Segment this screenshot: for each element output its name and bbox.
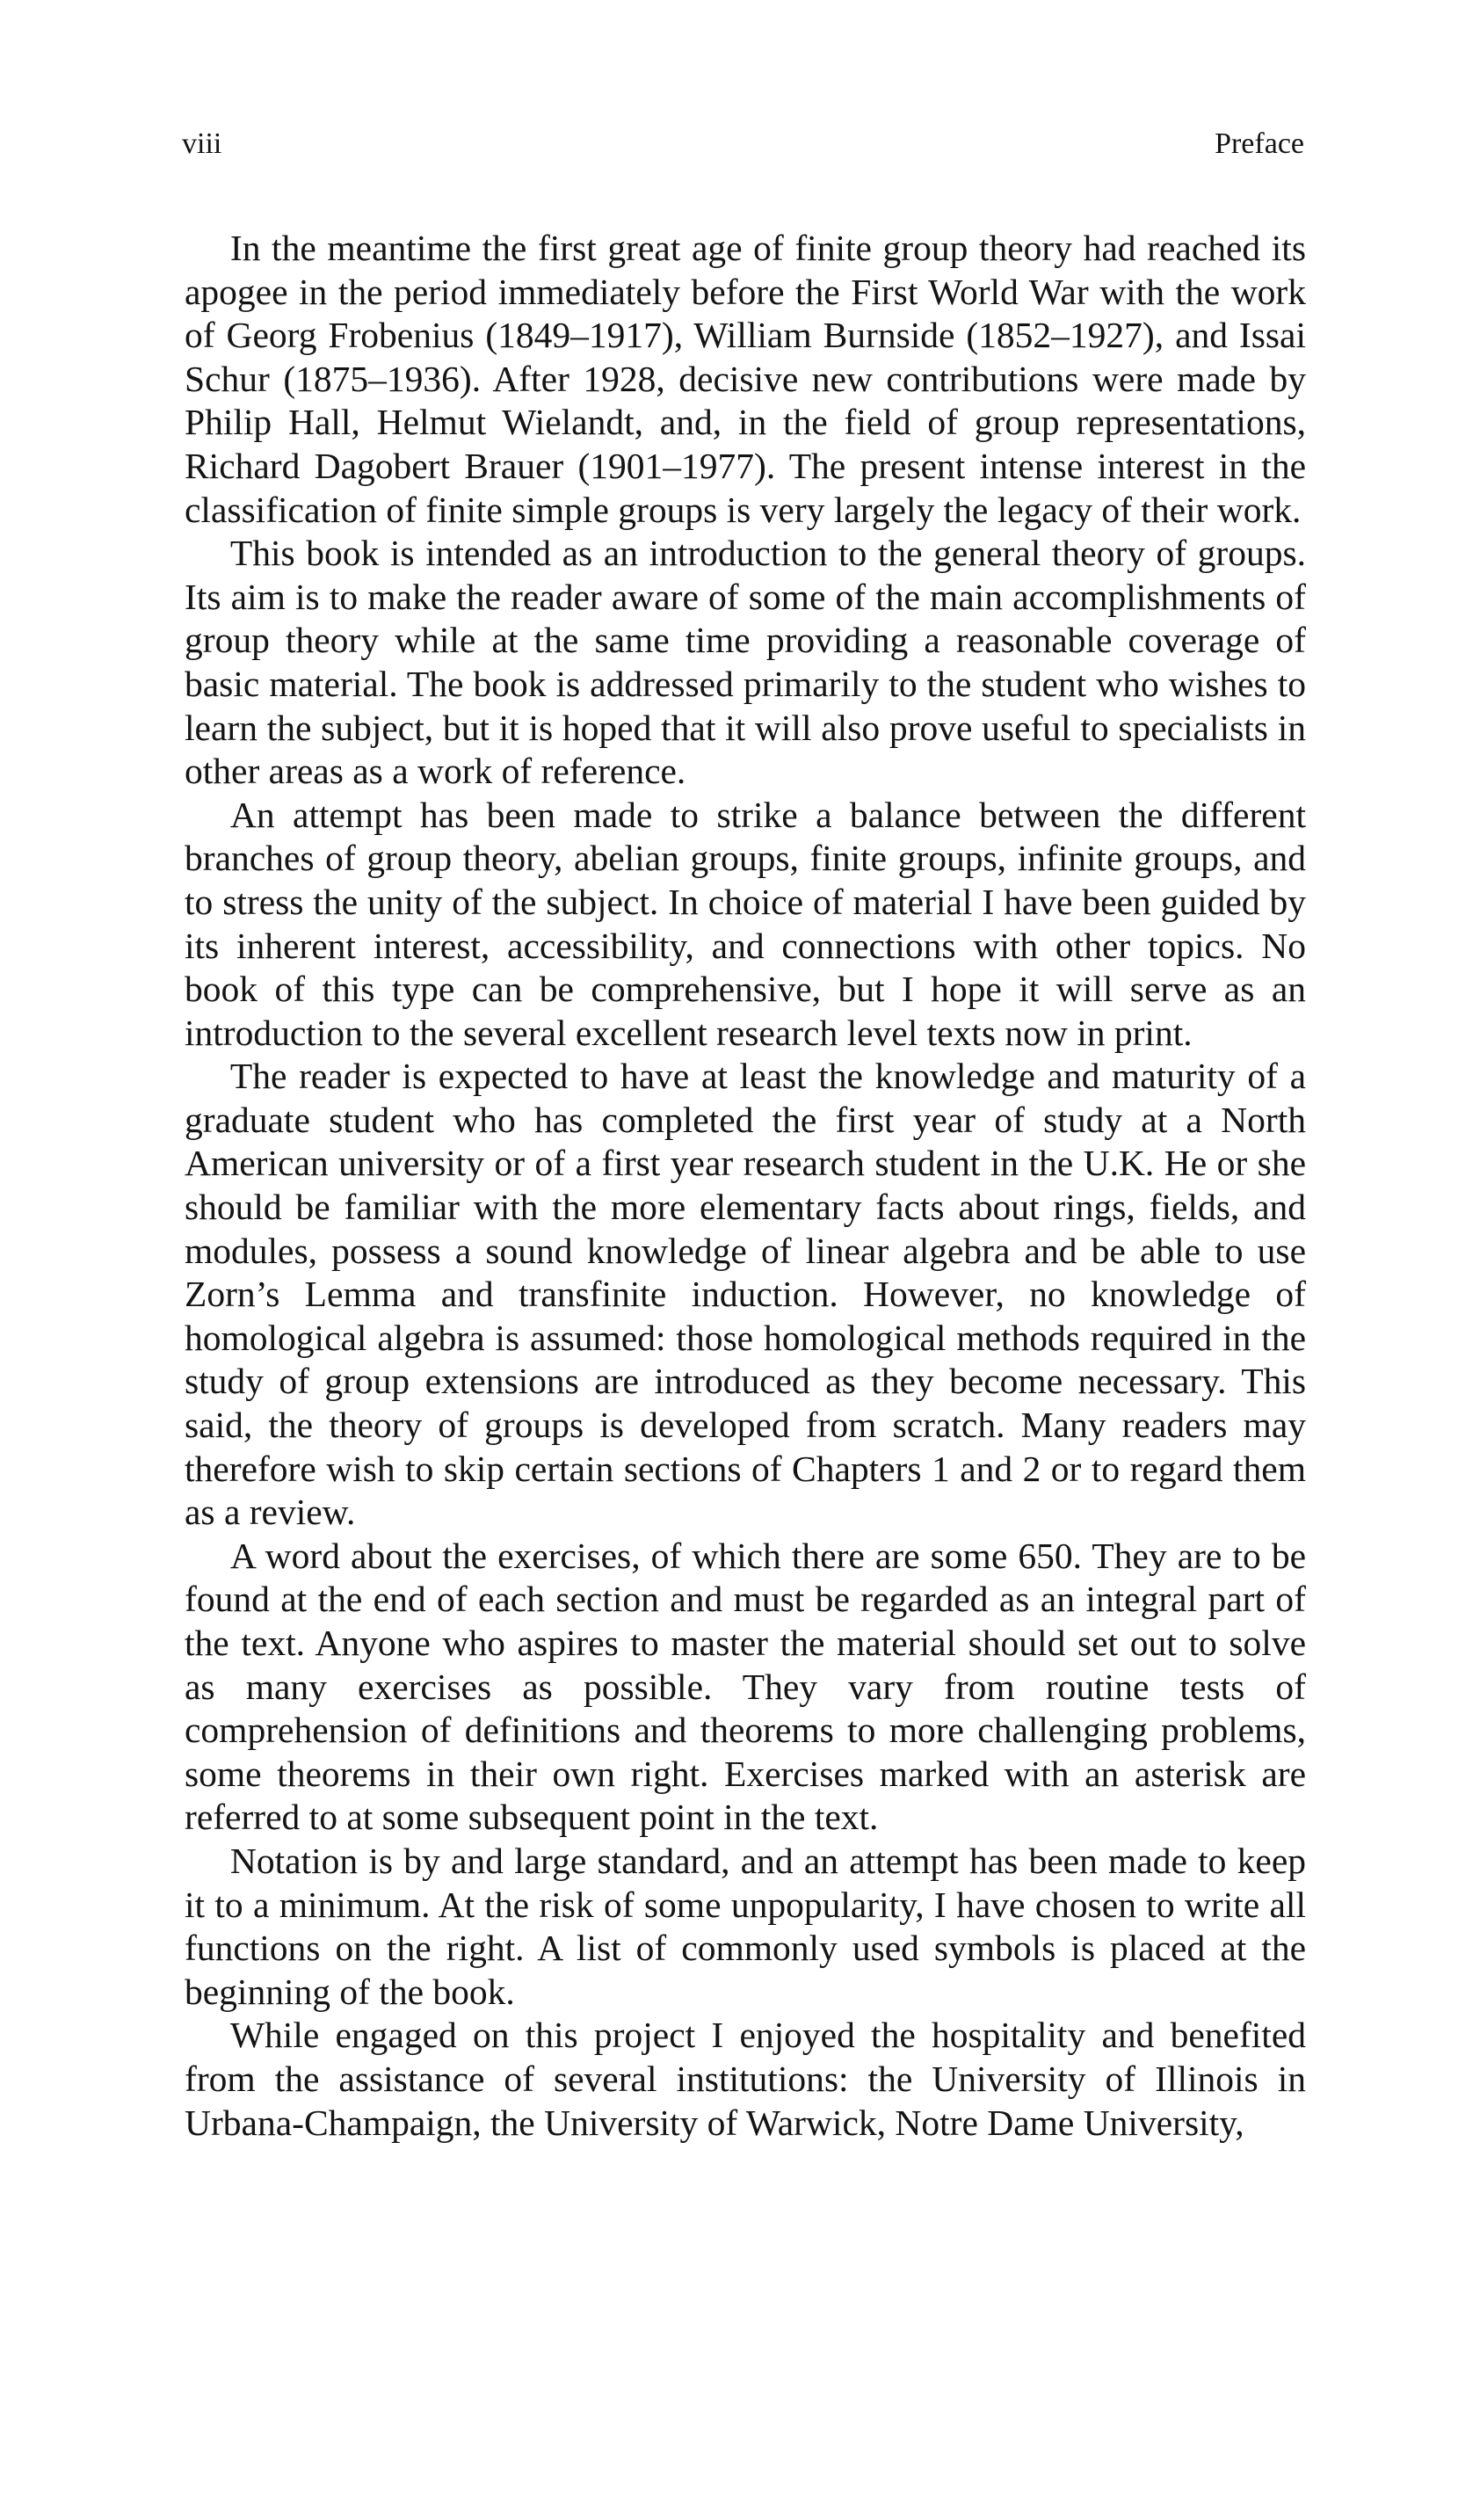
section-title: Preface bbox=[1215, 127, 1304, 160]
paragraph-acknowledgements: While engaged on this project I enjoyed the hospitality and benefited from the assistance of several institutions: the University of Illinois in Urbana-Champaign, the University of Warwick, Notre Dame University, bbox=[185, 2015, 1306, 2143]
page-number: viii bbox=[182, 127, 222, 160]
paragraph-balance-of-topics: An attempt has been made to strike a balance between the different branches of group theory, abelian groups, finite groups, infinite groups, and to stress the unity of the subject. In choice of material I have been guided by its inherent interest, accessibility, and connections with other topics. No book of this type can be comprehensive, but I hope it will serve as an introduction to the several excellent research level texts now in print. bbox=[185, 794, 1306, 1053]
running-head bbox=[182, 123, 1304, 165]
paragraph-notation: Notation is by and large standard, and an attempt has been made to keep it to a minimum. At the risk of some unpopularity, I have chosen to write all functions on the right. A list of commonly used symbols is placed at the beginning of the book. bbox=[185, 1840, 1306, 2012]
paragraph-prerequisites: The reader is expected to have at least the knowledge and maturity of a graduate student who has completed the first year of study at a North American university or of a first year research student in the U.K. He or she should be familiar with the more elementary facts about rings, fields, and modules, possess a sound knowledge of linear algebra and be able to use Zorn’s Lemma and transfinite induction. However, no knowledge of homological algebra is assumed: those homological methods required in the study of group extensions are introduced as they become necessary. This said, the theory of groups is developed from scratch. Many readers may therefore wish to skip certain sections of Chapters 1 and 2 or to regard them as a review. bbox=[185, 1056, 1306, 1533]
paragraph-exercises: A word about the exercises, of which there are some 650. They are to be found at the end of each section and must be regarded as an integral part of the text. Anyone who aspires to master the material should set out to solve as many exercises as possible. They vary from routine tests of comprehension of definitions and theorems to more challenging problems, some theorems in their own right. Exercises marked with an asterisk are referred to at some subsequent point in the text. bbox=[185, 1535, 1306, 1838]
preface-body bbox=[185, 227, 1306, 2145]
paragraph-finite-group-history: In the meantime the first great age of finite group theory had reached its apogee in the period immediately before the First World War with the work of Georg Frobenius (1849–1917), William Burnside (1852–1927), and Issai Schur (1875–1936). After 1928, decisive new contributions were made by Philip Hall, Helmut Wielandt, and, in the field of group representations, Richard Dagobert Brauer (1901–1977). The present intense interest in the classification of finite simple groups is very largely the legacy of their work. bbox=[185, 228, 1306, 530]
paragraph-book-purpose: This book is intended as an introduction to the general theory of groups. Its aim is to make the reader aware of some of the main accomplishments of group theory while at the same time providing a reasonable coverage of basic material. The book is addressed primarily to the student who wishes to learn the subject, but it is hoped that it will also prove useful to specialists in other areas as a work of reference. bbox=[185, 533, 1306, 792]
